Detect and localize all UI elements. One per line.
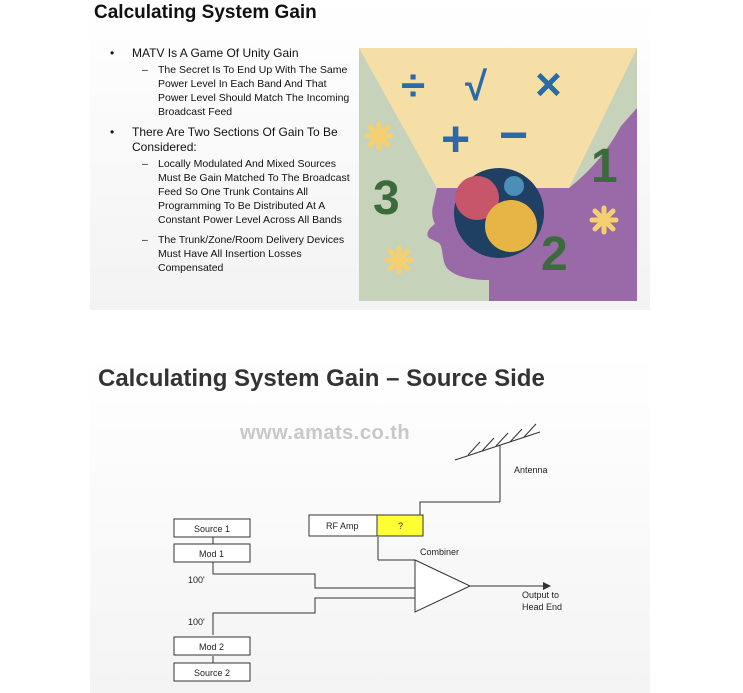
minus-symbol: − <box>499 107 529 163</box>
sub-bullet-text: Locally Modulated And Mixed Sources Must Be Gain Matched To The Broadcast Feed So One Trunk Contains All Programming To Be Distributed At A Constant Power Level Across All Bands <box>158 158 350 226</box>
rf-amp-label: RF Amp <box>326 521 359 531</box>
bullet-item <box>110 46 355 61</box>
combiner-label: Combiner <box>420 547 460 557</box>
math-head-illustration <box>359 48 637 301</box>
sub-bullet-item <box>110 157 355 227</box>
sub-bullet-marker: – <box>142 234 148 246</box>
sub-bullet-item <box>110 233 355 275</box>
length-1-label: 100' <box>188 575 205 585</box>
output-label-1: Output to <box>522 590 560 600</box>
number-1: 1 <box>591 140 618 193</box>
slide-title: Calculating System Gain – Source Side <box>98 365 545 392</box>
sub-bullet-marker: – <box>142 64 148 76</box>
plus-symbol: + <box>441 111 471 167</box>
divide-symbol: ÷ <box>401 61 426 110</box>
bullet-item <box>110 125 355 155</box>
length-2-label: 100' <box>188 617 205 627</box>
watermark: www.amats.co.th <box>240 422 411 444</box>
source-1-label: Source 1 <box>194 524 231 534</box>
sub-bullet-text: The Trunk/Zone/Room Delivery Devices Must Have All Insertion Losses Compensated <box>158 234 345 274</box>
sub-bullet-text: The Secret Is To End Up With The Same Power Level In Each Band And That Power Level Should Match The Incoming Broadcast Feed <box>158 64 350 118</box>
bullet-list <box>110 46 355 281</box>
mod-1-label: Mod 1 <box>199 549 225 559</box>
unknown-label: ? <box>398 521 404 531</box>
source-2-label: Source 2 <box>194 668 231 678</box>
bullet-text: MATV Is A Game Of Unity Gain <box>132 46 299 60</box>
output-label-2: Head End <box>522 602 563 612</box>
source-side-diagram <box>90 352 650 693</box>
bullet-text: There Are Two Sections Of Gain To Be Considered: <box>132 125 338 154</box>
sqrt-symbol: √ <box>465 65 487 109</box>
number-3: 3 <box>373 172 400 225</box>
number-2: 2 <box>541 228 568 281</box>
bullet-marker: • <box>110 46 115 60</box>
slide-title: Calculating System Gain <box>94 2 317 23</box>
sub-bullet-item <box>110 63 355 119</box>
mod-2-label: Mod 2 <box>199 642 225 652</box>
antenna-label: Antenna <box>514 465 548 475</box>
bullet-marker: • <box>110 125 115 139</box>
slide-2 <box>90 352 650 693</box>
antenna-icon <box>455 424 540 502</box>
sub-bullet-marker: – <box>142 158 148 170</box>
slide-1 <box>90 0 650 310</box>
times-symbol: × <box>535 58 562 110</box>
